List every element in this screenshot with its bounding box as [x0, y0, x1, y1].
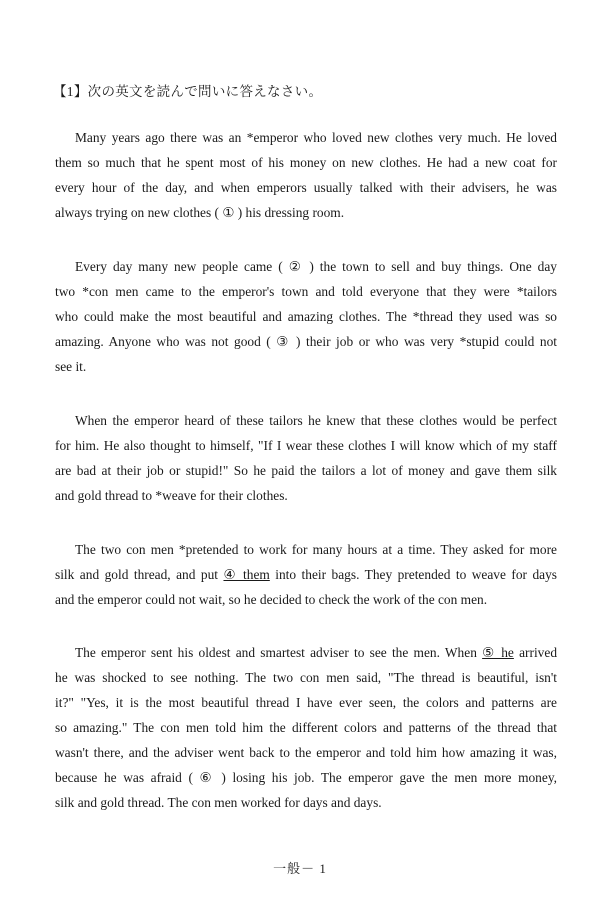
paragraph-line: Every day many new people came ( ② ) the town to sell and buy things. One day — [75, 259, 557, 274]
paragraph-2 — [55, 254, 557, 379]
question-heading: 【1】次の英文を読んで問いに答えなさい。 — [53, 84, 323, 99]
paragraph-line: he was shocked to see nothing. The two con men said, "The thread is beautiful, isn't — [55, 670, 557, 685]
paragraph-line: it?" "Yes, it is the most beautiful thread I have ever seen, the colors and patterns are — [55, 695, 557, 710]
paragraph-3 — [55, 408, 557, 508]
paragraph-line: who could make the most beautiful and amazing clothes. The *thread they used was so — [55, 309, 557, 324]
paragraph-line: and the emperor could not wait, so he decided to check the work of the con men. — [55, 592, 488, 607]
paragraph-line: silk and gold thread, and put ④ them into their bags. They pretended to weave for days — [55, 567, 557, 582]
paragraph-line: because he was afraid ( ⑥ ) losing his job. The emperor gave the men more money, — [55, 770, 557, 785]
page-number: 一般－ 1 — [273, 861, 327, 876]
underlined-reference: ⑤ he — [482, 645, 514, 660]
paragraph-line: see it. — [55, 359, 87, 374]
paragraph-4 — [55, 537, 557, 612]
underlined-reference: ④ them — [223, 567, 270, 582]
paragraph-line: so amazing." The con men told him the different colors and patterns of the thread that — [55, 720, 557, 735]
paragraph-line: When the emperor heard of these tailors he knew that these clothes would be perfect — [75, 413, 557, 428]
paragraph-line: for him. He also thought to himself, "If I wear these clothes I will know which of my staff — [55, 438, 557, 453]
paragraph-line: are bad at their job or stupid!" So he paid the tailors a lot of money and gave them silk — [55, 463, 557, 478]
paragraph-5 — [55, 640, 557, 815]
paragraph-line: amazing. Anyone who was not good ( ③ ) their job or who was very *stupid could not — [55, 334, 557, 349]
paragraph-line: every hour of the day, and when emperors usually talked with their advisers, he was — [55, 180, 557, 195]
paragraph-line: and gold thread to *weave for their clothes. — [55, 488, 288, 503]
paragraph-line: always trying on new clothes ( ① ) his dressing room. — [55, 205, 345, 220]
paragraph-line: Many years ago there was an *emperor who loved new clothes very much. He loved — [75, 130, 557, 145]
paragraph-line: two *con men came to the emperor's town and told everyone that they were *tailors — [55, 284, 557, 299]
paragraph-line: wasn't there, and the adviser went back to the emperor and told him how amazing it was, — [55, 745, 557, 760]
paragraph-1 — [55, 125, 557, 225]
paragraph-line: them so much that he spent most of his money on new clothes. He had a new coat for — [55, 155, 557, 170]
paragraph-line: silk and gold thread. The con men worked for days and days. — [55, 795, 382, 810]
paragraph-line: The two con men *pretended to work for many hours at a time. They asked for more — [75, 542, 557, 557]
paragraph-line: The emperor sent his oldest and smartest adviser to see the men. When ⑤ he arrived — [75, 645, 557, 660]
